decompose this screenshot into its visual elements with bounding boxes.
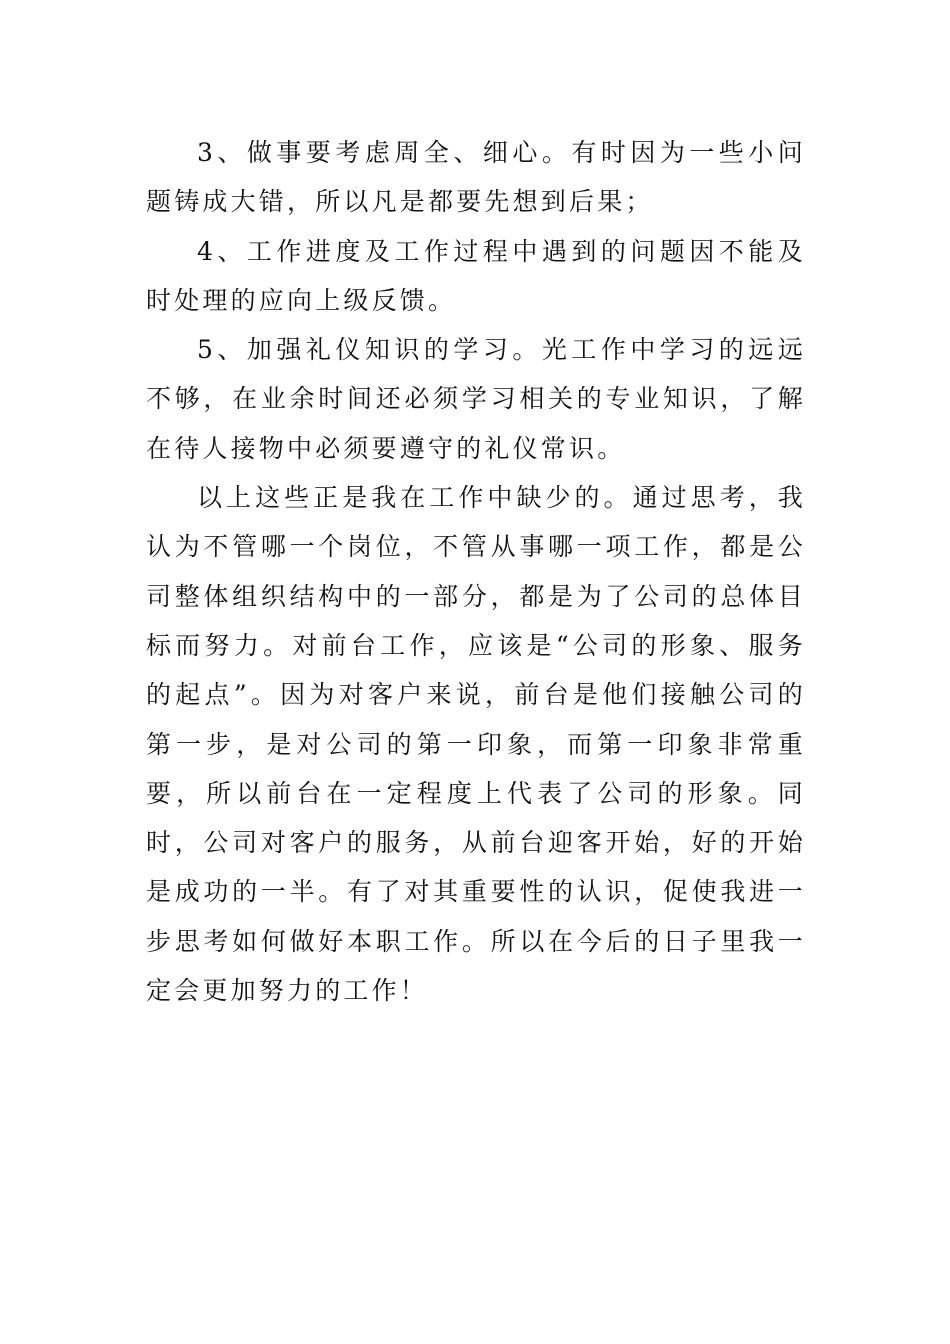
paragraph-item-5: 5、加强礼仪知识的学习。光工作中学习的远远不够，在业余时间还必须学习相关的专业知识，了解在待人接物中必须要遵守的礼仪常识。 <box>146 335 806 463</box>
document-body <box>146 128 806 1015</box>
paragraph-conclusion: 以上这些正是我在工作中缺少的。通过思考，我认为不管哪一个岗位，不管从事哪一项工作，都是公司整体组织结构中的一部分，都是为了公司的总体目标而努力。对前台工作，应该是“公司的形象、服务的起点”。因为对客户来说，前台是他们接触公司的第一步，是对公司的第一印象，而第一印象非常重要，所以前台在一定程度上代表了公司的形象。同时，公司对客户的服务，从前台迎客开始，好的开始是成功的一半。有了对其重要性的认识，促使我进一步思考如何做好本职工作。所以在今后的日子里我一定会更加努力的工作！ <box>146 483 806 1006</box>
paragraph-item-3: 3、做事要考虑周全、细心。有时因为一些小问题铸成大错，所以凡是都要先想到后果； <box>146 138 806 217</box>
paragraph-item-4: 4、工作进度及工作过程中遇到的问题因不能及时处理的应向上级反馈。 <box>146 236 806 315</box>
